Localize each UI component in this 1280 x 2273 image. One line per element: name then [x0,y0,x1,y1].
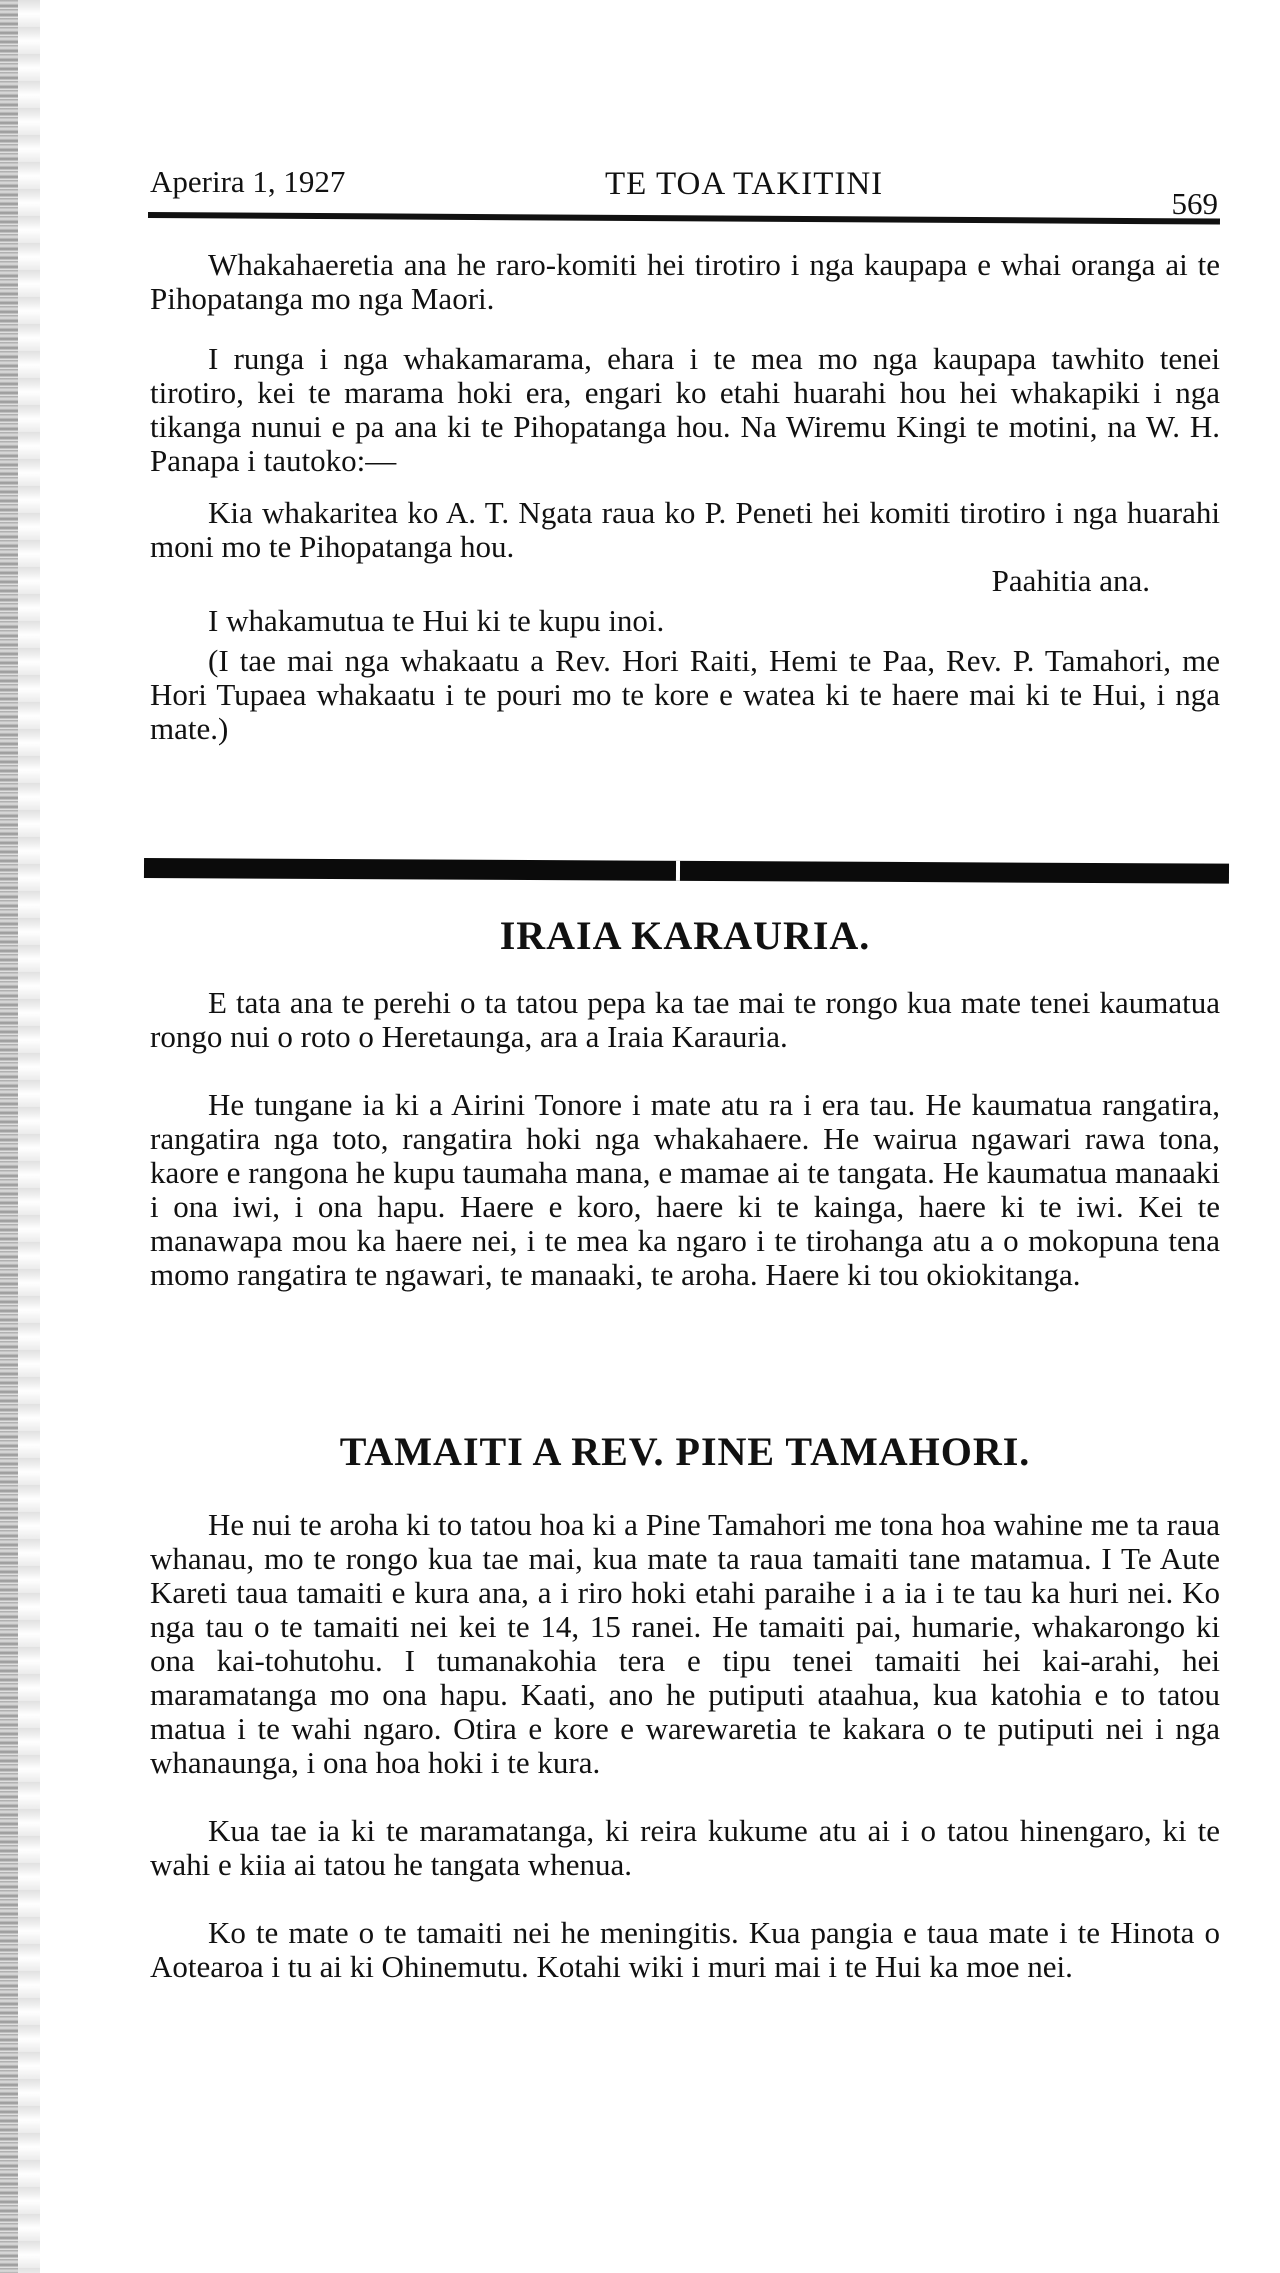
article-1-paragraph-2: He tungane ia ki a Airini Tonore i mate atu ra i era tau. He kaumatua rangatira, rangatira nga toto, rangatira hoki nga whakahaere. He wairua ngawari rawa tona, kaore e rangona he kupu taumaha mana, e mamae ai te tangata. He kaumatua manaaki i ona iwi, i ona hapu. Haere e koro, haere ki te kainga, haere ki te iwi. Kei te manawapa mou ka haere nei, i te mea ka ngaro i te tirohanga atu a o mokopuna tena momo rangatira te ngawari, te manaaki, te aroha. Haere ki tou okiokitanga. [150,1087,1220,1292]
newspaper-page [130,0,1240,2273]
intro-section [150,248,1220,746]
header-rule [148,212,1220,225]
article-2-paragraph-2: Kua tae ia ki te maramatanga, ki reira kukume atu ai i o tatou hinengaro, ki te wahi e kiia ai tatou he tangata whenua. [150,1813,1220,1882]
page-number: 569 [1171,186,1218,221]
motion-result: Paahitia ana. [991,563,1150,598]
intro-paragraph-2: I runga i nga whakamarama, ehara i te mea mo nga kaupapa tawhito tenei tirotiro, kei te marama hoki era, engari ko etahi huarahi hou hei whakapiki i nga tikanga nunui e pa ana ki te Pihopatanga hou. Na Wiremu Kingi te motini, na W. H. Panapa i tautoko:— [150,341,1220,478]
issue-date: Aperira 1, 1927 [150,164,346,199]
article-2-body [150,1508,1220,1984]
article-1-paragraph-1: E tata ana te perehi o ta tatou pepa ka tae mai te rongo kua mate tenei kaumatua rongo nui o roto o Heretaunga, ara a Iraia Karauria. [150,985,1220,1054]
divider-gap [676,861,680,881]
intro-paragraph-1: Whakahaeretia ana he raro-komiti hei tirotiro i nga kaupapa e whai oranga ai te Pihopatanga mo nga Maori. [150,247,1220,316]
article-1-body [150,986,1220,1292]
running-head [150,160,1240,221]
binding-shadow [18,0,40,2273]
article-2-paragraph-1: He nui te aroha ki to tatou hoa ki a Pine Tamahori me tona hoa wahine me ta raua whanau, mo te rongo kua tae mai, kua mate ta raua tamaiti tane matamua. I Te Aute Kareti taua tamaiti e kura ana, a i riro hoki etahi paraihe i a ia i te tau ka huri nei. Ko nga tau o te tamaiti nei kei te 14, 15 ranei. He tamaiti pai, humarie, whakarongo ki ona kai-tohutohu. I tumanakohia tera e tipu tenei tamaiti hei kai-arahi, hei maramatanga mo ona hapu. Kaati, ano he putiputi ataahua, kua katohia e to tatou matua i te wahi ngaro. Otira e kore e warewaretia te kakara o te putiputi nei i nga whanaunga, i ona hoa hoki i te kura. [150,1507,1220,1780]
article-2-title: TAMAITI A REV. PINE TAMAHORI. [339,1429,1031,1474]
article-1-title: IRAIA KARAURIA. [499,913,871,958]
article-2-paragraph-3: Ko te mate o te tamaiti nei he meningitis. Kua pangia e taua mate i te Hinota o Aotearoa i tu ai ki Ohinemutu. Kotahi wiki i muri mai i te Hui ka moe nei. [150,1915,1220,1984]
intro-paragraph-3: Kia whakaritea ko A. T. Ngata raua ko P. Peneti hei komiti tirotiro i nga huarahi moni mo te Pihopatanga hou. [150,495,1220,564]
section-divider [144,858,1229,884]
publication-name: TE TOA TAKITINI [605,166,884,202]
intro-paragraph-5: (I tae mai nga whakaatu a Rev. Hori Raiti, Hemi te Paa, Rev. P. Tamahori, me Hori Tupaea whakaatu i te pouri mo te kore e watea ki te haere mai ki te Hui, i nga mate.) [150,643,1220,746]
binding-edge [0,0,18,2273]
intro-paragraph-4: I whakamutua te Hui ki te kupu inoi. [208,603,665,638]
